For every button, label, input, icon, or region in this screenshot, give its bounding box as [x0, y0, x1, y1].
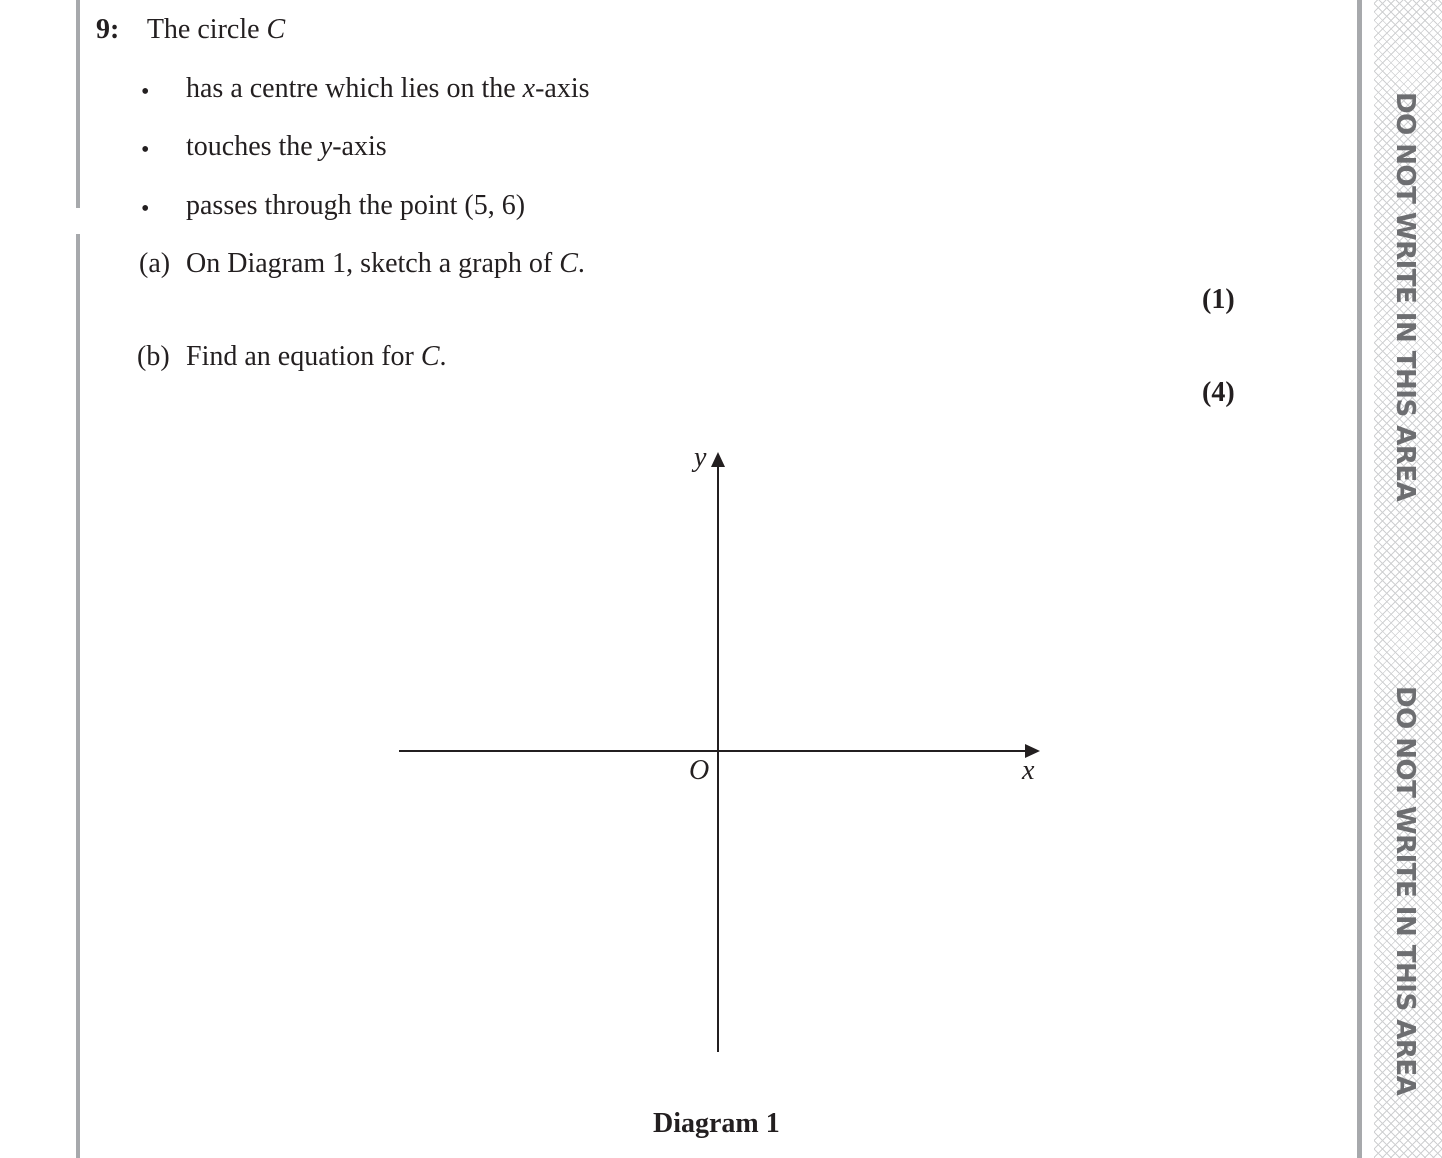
- bullet-dot-2: •: [141, 137, 150, 163]
- y-axis-label: y: [694, 442, 707, 473]
- part-b-label: (b): [137, 341, 170, 372]
- question-number: 9:: [96, 14, 120, 45]
- bullet-text-2: touches the y-axis: [186, 131, 387, 162]
- do-not-write-warning-top: DO NOT WRITE IN THIS AREA: [1390, 92, 1420, 502]
- origin-label: O: [689, 755, 710, 786]
- bullet-dot-3: •: [141, 196, 150, 222]
- part-a-marks: (1): [1202, 284, 1235, 315]
- part-b-text: Find an equation for C.: [186, 341, 447, 372]
- part-a-text: On Diagram 1, sketch a graph of C.: [186, 248, 585, 279]
- x-axis-label: x: [1022, 755, 1035, 786]
- bullet-dot-1: •: [141, 79, 150, 105]
- diagram-caption: Diagram 1: [653, 1108, 780, 1139]
- part-b-marks: (4): [1202, 377, 1235, 408]
- bullet-text-3: passes through the point (5, 6): [186, 190, 526, 221]
- question-intro: The circle: [146, 14, 267, 45]
- y-axis-arrow-icon: [711, 452, 725, 467]
- part-a-label: (a): [139, 248, 171, 279]
- question-intro-var: C: [266, 14, 286, 45]
- do-not-write-warning-bottom: DO NOT WRITE IN THIS AREA: [1390, 686, 1420, 1096]
- bullet-text-1: has a centre which lies on the x-axis: [186, 73, 590, 104]
